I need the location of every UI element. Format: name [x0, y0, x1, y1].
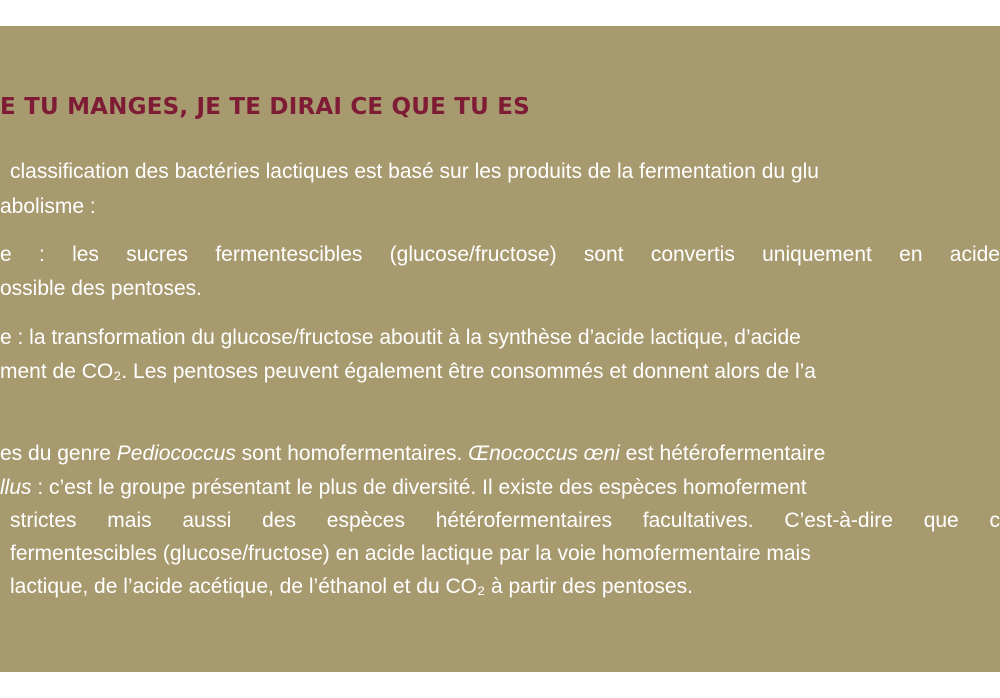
paragraph-intro-line-1: classification des bactéries lactiques est basé sur les produits de la fermentation du glu [10, 160, 819, 183]
text-fragment: est hétérofermentaire [619, 442, 826, 465]
paragraph-genera-line-3: strictes mais aussi des espèces hétérofermentaires facultatives. C’est-à-dire que c [10, 509, 1000, 532]
paragraph-intro-line-2: abolisme : [0, 195, 96, 218]
paragraph-hetero-line-1: e : la transformation du glucose/fructose aboutit à la synthèse d’acide lactique, d’acide [0, 326, 801, 349]
paragraph-genera-line-1 [0, 441, 825, 467]
species-name: Œnococcus œni [468, 442, 620, 465]
genus-name: Pediococcus [116, 442, 236, 465]
paragraph-homo-line-1: e : les sucres fermentescibles (glucose/fructose) sont convertis uniquement en acide [0, 243, 1000, 266]
paragraph-genera-line-5: lactique, de l’acide acétique, de l’éthanol et du CO₂ à partir des pentoses. [10, 575, 693, 598]
genus-name: llus [0, 476, 32, 499]
paragraph-genera-line-2 [0, 475, 807, 501]
text-fragment: : c’est le groupe présentant le plus de diversité. Il existe des espèces homoferment [31, 476, 807, 499]
paragraph-genera-line-4: fermentescibles (glucose/fructose) en acide lactique par la voie homofermentaire mais [10, 542, 811, 565]
paragraph-hetero-line-2: ment de CO₂. Les pentoses peuvent également être consommés et donnent alors de l’a [0, 360, 816, 383]
section-heading: E TU MANGES, JE TE DIRAI CE QUE TU ES [0, 94, 530, 120]
text-fragment: sont homofermentaires. [235, 442, 469, 465]
content-panel [0, 26, 1000, 672]
paragraph-homo-line-2: ossible des pentoses. [0, 277, 202, 300]
text-fragment: es du genre [0, 442, 117, 465]
